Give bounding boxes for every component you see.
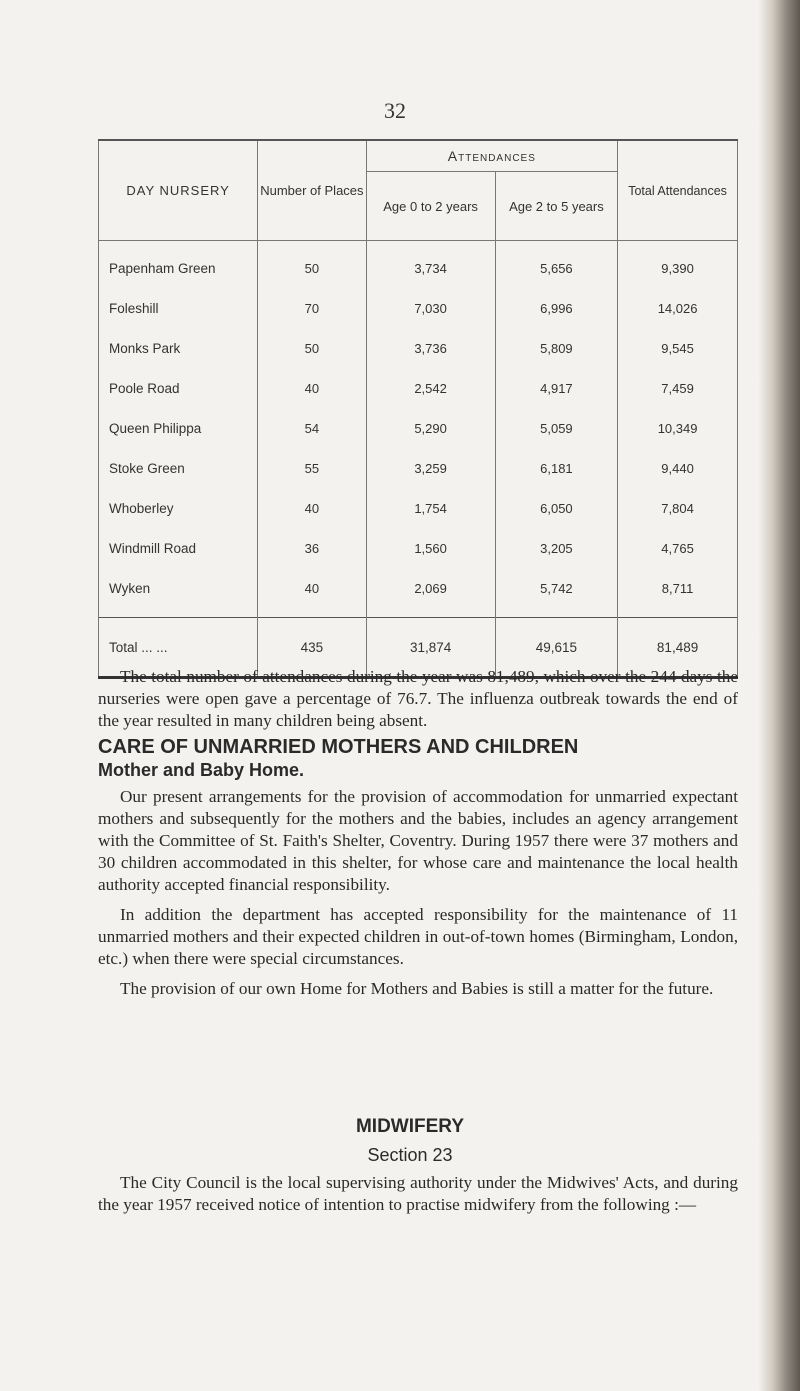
cell-age-2-5: 6,181 [495,448,617,488]
cell-total: 7,804 [618,488,738,528]
header-total-attendances: Total Attendances [618,140,738,241]
cell-age-2-5: 6,050 [495,488,617,528]
care-section-body [98,786,738,1000]
attendance-summary [98,666,738,732]
cell-nursery-name: Poole Road [99,368,258,408]
cell-age-0-2: 2,069 [366,568,495,618]
table-row [99,568,738,618]
paragraph-care-1: Our present arrangements for the provision of accommodation for unmarried expectant mothers and subsequently for the mothers and the babies, includes an agency arrangement with the Committee of St. Faith's Shelter, Coventry. During 1957 there were 37 mothers and 30 children accommodated in this shelter, for whose care and maintenance the local health authority accepted financial responsibility. [98,787,738,894]
cell-places: 54 [258,408,366,448]
table-row [99,408,738,448]
day-nursery-table-container [98,139,738,679]
cell-age-2-5: 5,059 [495,408,617,448]
paragraph-care-2: In addition the department has accepted responsibility for the maintenance of 11 unmarried mothers and their expected children in out-of-town homes (Birmingham, London, etc.) when there were special circumstances. [98,905,738,968]
cell-age-2-5: 5,656 [495,241,617,289]
day-nursery-table [98,139,738,679]
cell-age-2-5: 5,809 [495,328,617,368]
cell-total-label: Total ... ... [99,618,258,678]
cell-total-age-0-2: 31,874 [366,618,495,678]
cell-age-0-2: 3,734 [366,241,495,289]
cell-age-0-2: 7,030 [366,288,495,328]
cell-age-2-5: 5,742 [495,568,617,618]
header-age-0-2: Age 0 to 2 years [366,172,495,241]
cell-age-0-2: 2,542 [366,368,495,408]
page-number: 32 [384,98,406,123]
cell-total: 9,545 [618,328,738,368]
cell-places: 50 [258,328,366,368]
cell-total: 7,459 [618,368,738,408]
table-row [99,241,738,289]
cell-places: 36 [258,528,366,568]
heading-care-unmarried-mothers: CARE OF UNMARRIED MOTHERS AND CHILDREN [98,736,579,758]
cell-places: 40 [258,488,366,528]
cell-places: 70 [258,288,366,328]
cell-nursery-name: Foleshill [99,288,258,328]
cell-nursery-name: Windmill Road [99,528,258,568]
cell-total-age-2-5: 49,615 [495,618,617,678]
cell-places: 40 [258,568,366,618]
cell-age-0-2: 3,259 [366,448,495,488]
midwifery-section-body [98,1172,738,1216]
cell-total: 9,440 [618,448,738,488]
header-age-2-5: Age 2 to 5 years [495,172,617,241]
cell-total: 4,765 [618,528,738,568]
header-attendances: Attendances [366,140,618,172]
cell-age-2-5: 4,917 [495,368,617,408]
cell-places: 55 [258,448,366,488]
table-row [99,528,738,568]
cell-total: 9,390 [618,241,738,289]
paragraph-midwifery: The City Council is the local supervising authority under the Midwives' Acts, and during the year 1957 received notice of intention to practise midwifery from the following :— [98,1173,738,1214]
cell-age-0-2: 1,560 [366,528,495,568]
cell-total-places: 435 [258,618,366,678]
cell-total: 8,711 [618,568,738,618]
header-places: Number of Places [258,140,366,241]
cell-nursery-name: Stoke Green [99,448,258,488]
table-row [99,288,738,328]
cell-age-2-5: 6,996 [495,288,617,328]
cell-places: 40 [258,368,366,408]
cell-age-2-5: 3,205 [495,528,617,568]
paragraph-attendance: The total number of attendances during the year was 81,489, which over the 244 days the nurseries were open gave a percentage of 76.7. The influenza outbreak towards the end of the year resulted in many children being absent. [98,667,738,730]
cell-age-0-2: 3,736 [366,328,495,368]
table-row [99,368,738,408]
heading-section-23: Section 23 [367,1145,453,1165]
header-day-nursery: DAY NURSERY [99,140,258,241]
cell-nursery-name: Papenham Green [99,241,258,289]
cell-total: 14,026 [618,288,738,328]
heading-midwifery: MIDWIFERY [355,1116,464,1137]
cell-nursery-name: Wyken [99,568,258,618]
cell-age-0-2: 1,754 [366,488,495,528]
paragraph-care-3: The provision of our own Home for Mothers and Babies is still a matter for the future. [120,979,714,998]
cell-places: 50 [258,241,366,289]
cell-nursery-name: Whoberley [99,488,258,528]
cell-total-attendances: 81,489 [618,618,738,678]
cell-age-0-2: 5,290 [366,408,495,448]
cell-nursery-name: Monks Park [99,328,258,368]
table-row [99,328,738,368]
cell-total: 10,349 [618,408,738,448]
table-row [99,448,738,488]
page-edge-shadow [758,0,800,1391]
cell-nursery-name: Queen Philippa [99,408,258,448]
heading-mother-baby-home: Mother and Baby Home. [98,760,305,780]
table-row [99,488,738,528]
